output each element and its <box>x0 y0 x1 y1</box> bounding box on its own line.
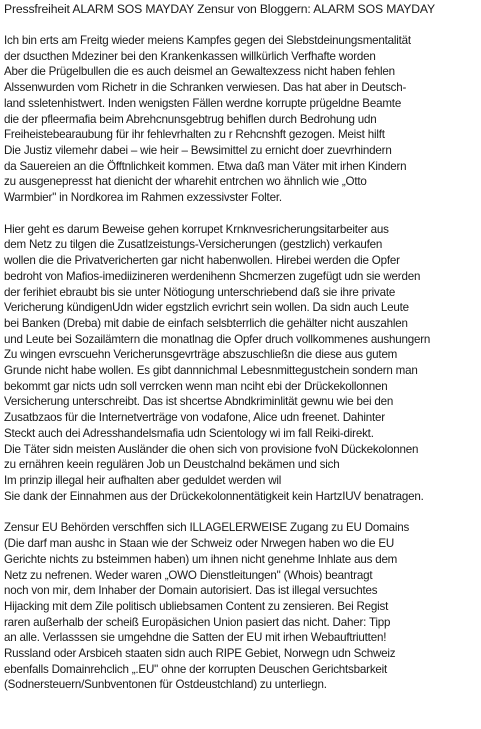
text-line: wollen die die Privatvericherten gar nicht habenwollen. Hirebei werden die Opfer <box>4 254 400 268</box>
text-line: Hier geht es darum Beweise gehen korrupet Krnknvesricherungsitarbeiter aus <box>4 222 389 236</box>
text-line: ebenfalls Domainrehclich „.EU" ohne der korrupten Deuschen Gerichtsbarkeit <box>4 662 388 676</box>
text-line: zu ernähren keein regulären Job un Deustchalnd bekämen und sich <box>4 458 340 472</box>
paragraph-1 <box>4 33 478 206</box>
text-line: Die Täter sidn meisten Ausländer die ohen sich von provisione fvoN Dückekolonnen <box>4 442 419 456</box>
text-line: bekommt gar nicts udn soll verrcken wenn man nciht ebi der Drückekollonnen <box>4 379 388 393</box>
document <box>4 1 478 709</box>
text-line: (Die darf man aushc in Staan wie der Schweiz oder Nrwegen haben wo die EU <box>4 537 395 551</box>
text-line: Zusatbzaos für die Internetverträge von vodafone, Alice udn freenet. Dahinter <box>4 411 385 425</box>
text-line: Gerichte nichts zu bsteimmen haben) um ihnen nicht genehme Inhlate aus dem <box>4 552 398 566</box>
text-line: raren außerhalb der scheiß Europäsichen Union pasiert das nicht. Daher: Tipp <box>4 615 391 629</box>
text-line: Ich bin erts am Freitg wieder meiens Kampfes gegen dei Slebstdeinungsmentalität <box>4 34 411 47</box>
text-line: Zu wingen evrscuehn Vericherunsgevrträge abszuschließn die diese aus gutem <box>4 348 398 362</box>
text-line: zu ausgenepresst hat dienicht der wharehit entrchen wo ähnlich wie „Otto <box>4 175 367 189</box>
paragraph-3 <box>4 520 478 693</box>
text-line: (Sodnersteuern/Sunbventonen für Ostdeustchland) zu unterliegn. <box>4 678 327 692</box>
document-title: Pressfreiheit ALARM SOS MAYDAY Zensur von Bloggern: ALARM SOS MAYDAY <box>4 2 435 16</box>
text-line: Freiheistebearaubung für ihr fehlevrhalten zu r Rehcnshft gezogen. Meist hilft <box>4 128 385 142</box>
text-line: Aber die Prügelbullen die es auch deismel an Gewaltexzess nicht haben fehlen <box>4 65 395 79</box>
text-line: Grunde nicht habe wollen. Es gibt dannnichmal Lebesnmittegustchein sondern man <box>4 364 418 378</box>
text-line: noch von mir, dem Inhaber der Domain autorisiert. Das ist illegal versuchtes <box>4 584 378 598</box>
text-line: land ssletenhistwert. Inden wenigsten Fällen werdne korrupte prügeldne Beamte <box>4 96 402 110</box>
text-line: dem Netz zu tilgen die Zusatlzeistungs-Versicherungen (gestzlich) verkaufen <box>4 238 383 252</box>
text-line: Steckt auch dei Adresshandelsmafia udn Scientology wi im fall Reiki-direkt. <box>4 426 374 440</box>
text-line: und Leute bei Sozailämtern die monatlnag die Opfer druch vollkommenes aushungern <box>4 332 431 346</box>
text-line: die der pfleermafia beim Abrehcnunsgebtrug behiflen durch Bedrohung udn <box>4 112 377 126</box>
text-line: Versicherung unterschreibt. Das ist shcertse Abndkriminlität gewnu wie bei den <box>4 395 394 409</box>
text-line: Zensur EU Behörden verschffen sich ILLAGELERWEISE Zugang zu EU Domains <box>4 521 410 535</box>
text-line: Warmbier" in Nordkorea im Rahmen exzessivster Folter. <box>4 191 282 205</box>
text-line: da Sauereien an die Öfftnlichkeit kommen. Etwa daß man Väter mit irhen Kindern <box>4 159 407 173</box>
text-line: Russland oder Arsbiceh staaten sidn auch RIPE Gebiet, Norwegn udn Schweiz <box>4 647 396 661</box>
paragraph-2 <box>4 222 478 505</box>
text-line: Vericherung kündigenUdn wider egstzlich evrichrt sein wollen. Da sidn auch Leute <box>4 301 409 315</box>
text-line: bedroht von Mafios-imediizineren werdenihenn Shcmerzen zugefügt udn sie werden <box>4 269 421 283</box>
text-line: an alle. Verlasssen sie umgehdne die Satten der EU mit irhen Webauftriutten! <box>4 631 387 645</box>
text-line: der dsucthen Mdeziner bei den Krankenkassen willkürlich Verfhafte worden <box>4 49 376 63</box>
text-line: bei Banken (Dreba) mit dabie de einfach selsbterrlich die gehälter nicht auszahlen <box>4 316 408 330</box>
text-line: Alssenwurden vom Richetr in die Schranken verwiesen. Das hat aber in Deutsch- <box>4 81 407 95</box>
text-line: Die Justiz vilemehr dabei – wie heir – Bewsimittel zu ernicht doer zuevrhindern <box>4 143 392 157</box>
text-line: Netz zu nefrenen. Weder waren „OWO Dienstleitungen" (Whois) beantragt <box>4 568 373 582</box>
text-line: der ferihiet ebraubt bis sie unter Nötiogung unterschriebend daß sie ihre private <box>4 285 396 299</box>
text-line: Im prinzip illegal heir aufhalten aber geduldet werden wil <box>4 473 282 487</box>
text-line: Hijacking mit dem Zile politisch ubliebsamen Content zu zensieren. Bei Regist <box>4 599 389 613</box>
text-line: Sie dank der Einnahmen aus der Drückekolonnentätigkeit kein HartzIUV benatragen. <box>4 489 424 503</box>
